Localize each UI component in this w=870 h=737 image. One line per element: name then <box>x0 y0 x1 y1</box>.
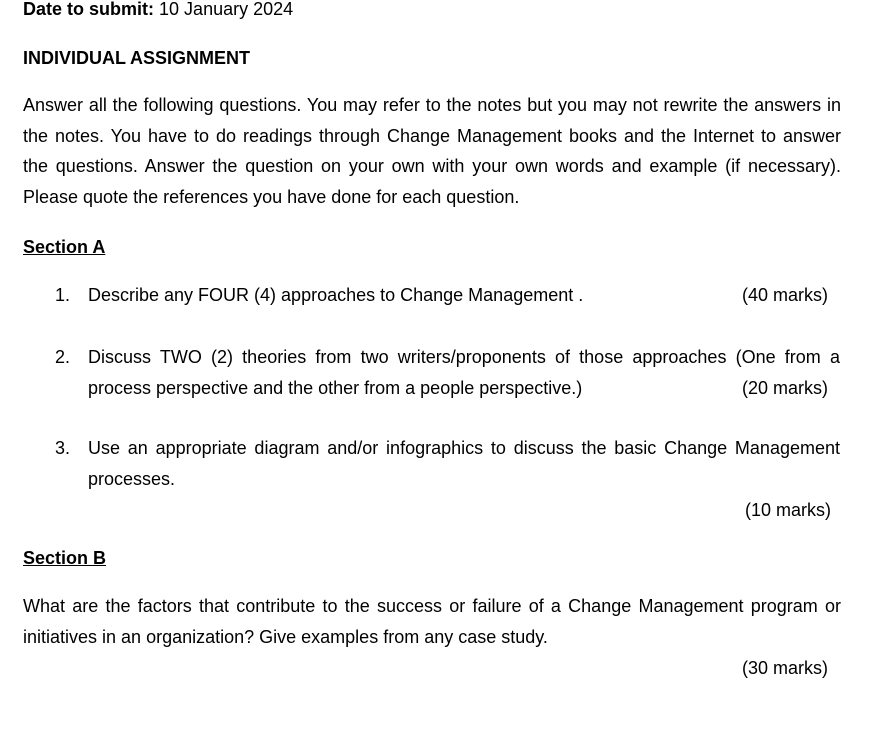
question-3-text: Use an appropriate diagram and/or infographics to discuss the basic Change Management processes. <box>88 438 840 489</box>
question-2-marks: (20 marks) <box>742 378 829 398</box>
date-value: 10 January 2024 <box>159 0 294 19</box>
assignment-title: INDIVIDUAL ASSIGNMENT <box>23 48 251 68</box>
instructions-paragraph: Answer all the following questions. You may refer to the notes but you may not rewrite the answers in the notes. You have to do readings through Change Management books and the Internet to answer the questions. Answer the question on your own with your own words and example (if necessary). Please quote the references you have done for each question. <box>23 95 841 208</box>
question-1-number: 1. <box>55 285 71 305</box>
section-a-title: Section A <box>23 237 106 257</box>
submission-date <box>23 0 293 20</box>
date-label: Date to submit: <box>23 0 155 19</box>
section-b-title: Section B <box>23 548 107 568</box>
question-2-text: Discuss TWO (2) theories from two writers/proponents of those approaches (One from a process perspective and the other from a people perspective.) <box>88 347 840 398</box>
question-2-number: 2. <box>55 347 71 367</box>
question-3-marks: (10 marks) <box>745 500 832 520</box>
question-3-number: 3. <box>55 438 71 458</box>
section-b-question-text: What are the factors that contribute to the success or failure of a Change Management program or initiatives in an organization? Give examples from any case study. <box>23 596 841 647</box>
question-1-text: Describe any FOUR (4) approaches to Change Management . <box>88 285 584 305</box>
section-b-marks: (30 marks) <box>742 658 829 678</box>
question-1-marks: (40 marks) <box>742 285 829 305</box>
